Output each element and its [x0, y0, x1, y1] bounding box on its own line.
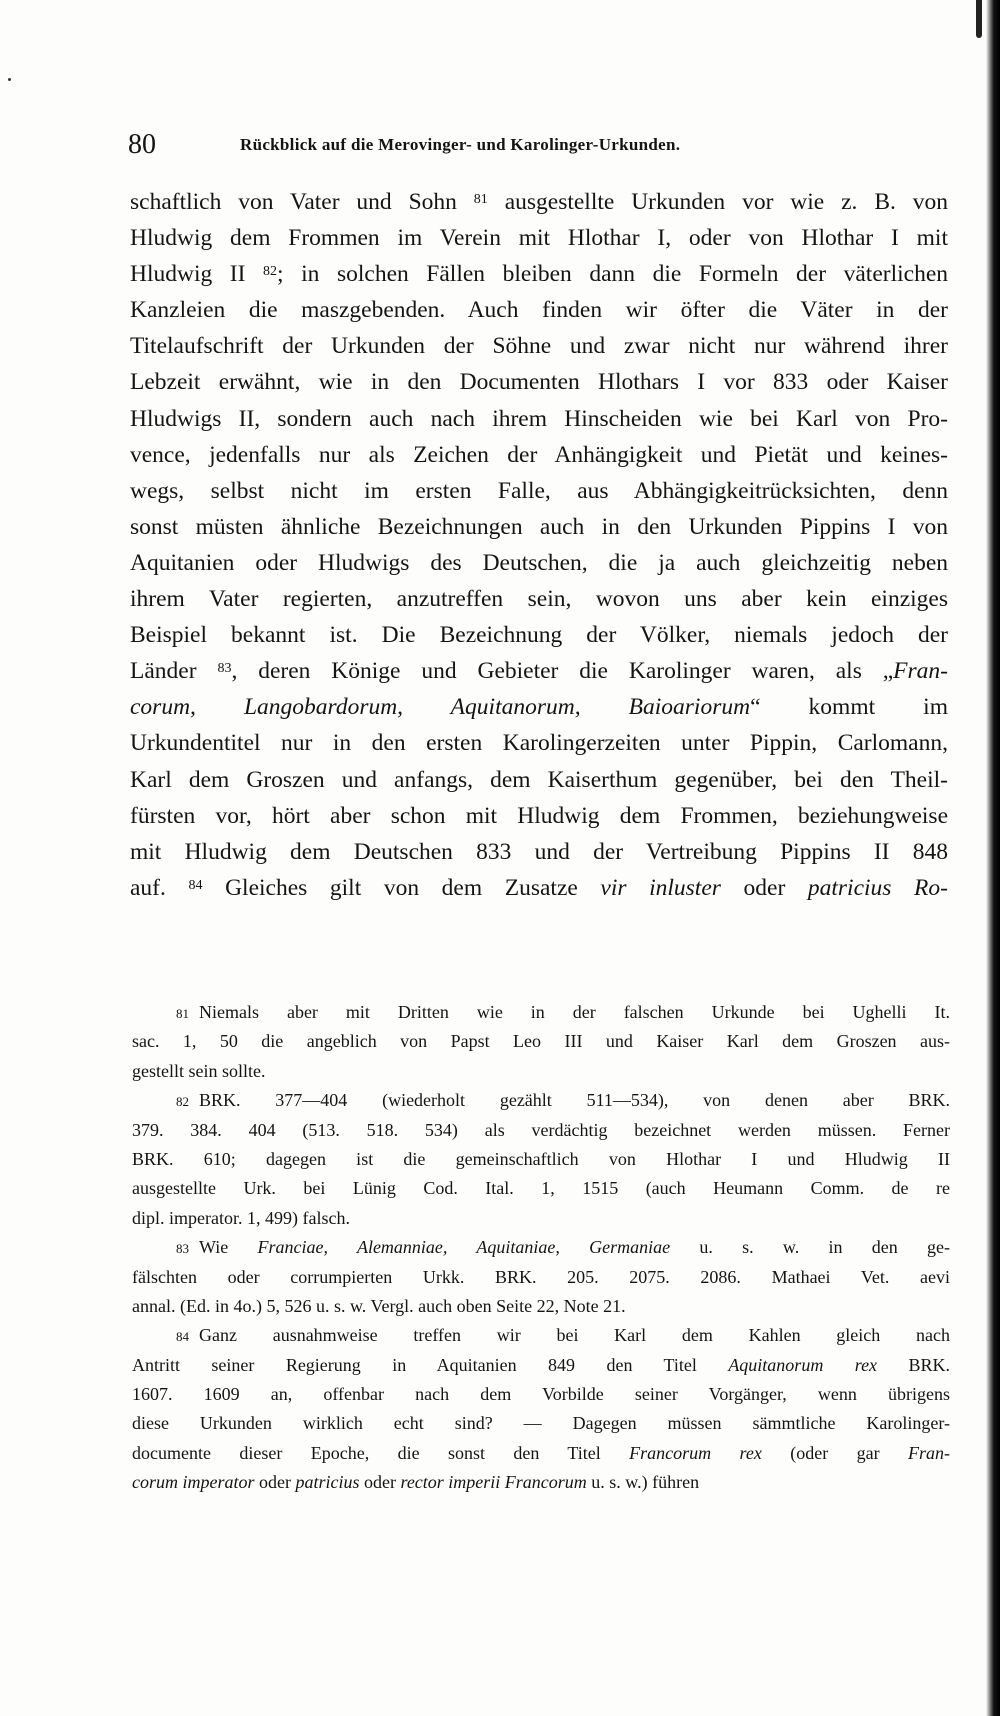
text-line — [130, 834, 948, 870]
text-line — [130, 401, 948, 437]
footnote-83 — [132, 1233, 950, 1321]
text-run: u. s. w.) führen — [586, 1472, 700, 1493]
footnote-line — [132, 1380, 950, 1409]
footnote-82 — [132, 1086, 950, 1233]
footnote-line — [132, 1321, 950, 1350]
text-run: “ kommt im — [750, 694, 948, 721]
text-line — [130, 653, 948, 689]
footnote-line — [132, 1468, 950, 1497]
text-run: Aquitanien oder Hludwigs des Deutschen, die ja auch gleichzeitig neben — [130, 549, 948, 576]
text-line — [130, 581, 948, 617]
footnote-reference: 83 — [217, 661, 232, 677]
text-line — [130, 725, 948, 761]
text-line — [130, 473, 948, 509]
footnote-line — [132, 1292, 950, 1321]
text-line — [130, 545, 948, 581]
italic-text: Fran- — [907, 1442, 950, 1463]
italic-text: patricius Ro- — [807, 874, 948, 901]
text-run: documente dieser Epoche, die sonst den Titel — [132, 1442, 630, 1463]
text-line — [130, 798, 948, 834]
footnote-reference: 81 — [473, 192, 488, 207]
footnote-marker: 82 — [176, 1094, 189, 1110]
footnote-line — [132, 998, 950, 1027]
text-line — [130, 328, 948, 364]
text-line — [130, 437, 948, 473]
text-run: Kanzleien die maszgebenden. Auch finden wir öfter die Väter in der — [130, 297, 948, 324]
italic-text: Aquitanorum rex — [728, 1354, 878, 1375]
text-run: ; in solchen Fällen bleiben dann die Formeln der väterlichen — [277, 261, 948, 288]
italic-text: Franciae, Alemanniae, Aquitaniae, Germaniae — [257, 1237, 671, 1258]
footnote-line — [132, 1057, 950, 1086]
text-run: Niemals aber mit Dritten wie in der falschen Urkunde bei Ughelli It. — [199, 1002, 950, 1022]
text-run: Antritt seiner Regierung in Aquitanien 849 den Titel — [132, 1354, 729, 1375]
italic-text: rector imperii Francorum — [400, 1472, 587, 1493]
footnote-reference: 82 — [263, 264, 278, 280]
text-line — [130, 509, 948, 545]
footnote-marker: 81 — [176, 1006, 189, 1021]
text-run: Lebzeit erwähnt, wie in den Documenten Hlothars I vor 833 oder Kaiser — [130, 369, 948, 396]
text-run: Wie — [199, 1237, 258, 1258]
text-run: 1607. 1609 an, offenbar nach dem Vorbilde seiner Vorgänger, wenn übrigens — [132, 1384, 950, 1405]
page-header — [128, 128, 928, 162]
footnote-line — [132, 1174, 950, 1203]
running-title: Rückblick auf die Merovinger- und Karolinger-Urkunden. — [240, 135, 681, 154]
text-run: ihrem Vater regierten, anzutreffen sein, wovon uns aber kein einziges — [130, 586, 948, 613]
footnote-marker: 83 — [176, 1241, 189, 1257]
footnote-line — [132, 1027, 950, 1056]
text-run: mit Hludwig dem Deutschen 833 und der Vertreibung Pippins II 848 — [130, 838, 948, 865]
text-run: auf. — [130, 874, 189, 901]
footnote-marker: 84 — [176, 1329, 189, 1345]
footnote-line — [132, 1204, 950, 1233]
text-run: Ganz ausnahmweise treffen wir bei Karl dem Kahlen gleich nach — [199, 1325, 950, 1346]
text-line — [130, 256, 948, 292]
main-text — [130, 184, 948, 906]
footnotes — [132, 998, 950, 1498]
page-number: 80 — [128, 129, 156, 160]
text-run: sonst müsten ähnliche Bezeichnungen auch in den Urkunden Pippins I von — [130, 513, 948, 540]
footnote-reference: 84 — [188, 877, 203, 893]
text-run: annal. (Ed. in 4o.) 5, 526 u. s. w. Vergl. auch oben Seite 22, Note 21. — [132, 1295, 626, 1316]
footnote-line — [132, 1351, 950, 1380]
text-run: fürsten vor, hört aber schon mit Hludwig dem Frommen, beziehungweise — [130, 802, 948, 829]
text-run: Hludwig II — [130, 261, 264, 288]
footnote-line — [132, 1409, 950, 1438]
text-run: BRK. — [877, 1354, 950, 1375]
italic-text: Francorum rex — [629, 1442, 762, 1463]
text-run: 379. 384. 404 (513. 518. 534) als verdächtig bezeichnet werden müssen. Ferner — [132, 1119, 950, 1140]
text-run: diese Urkunden wirklich echt sind? — Dagegen müssen sämmtliche Karolinger- — [132, 1413, 950, 1434]
text-line — [130, 870, 948, 906]
text-run: Hludwig dem Frommen im Verein mit Hlothar I, oder von Hlothar I mit — [130, 225, 948, 252]
text-run: ausgestellte Urk. bei Lünig Cod. Ital. 1, 1515 (auch Heumann Comm. de re — [132, 1178, 950, 1199]
italic-text: corum imperator — [132, 1472, 255, 1493]
text-run: Karl dem Groszen und anfangs, dem Kaiserthum gegenüber, bei den Theil- — [130, 766, 948, 793]
text-run: u. s. w. in den ge- — [670, 1237, 951, 1258]
text-run: BRK. 610; dagegen ist die gemeinschaftlich von Hlothar I und Hludwig II — [132, 1148, 950, 1169]
page-edge-mark — [976, 0, 982, 38]
text-line — [130, 364, 948, 400]
text-line — [130, 617, 948, 653]
text-run: gestellt sein sollte. — [132, 1060, 266, 1081]
text-run: vence, jedenfalls nur als Zeichen der Anhängigkeit und Pietät und keines- — [130, 441, 948, 468]
text-run: schaftlich von Vater und Sohn — [130, 189, 474, 215]
text-run: Länder — [130, 658, 218, 685]
text-run: oder — [254, 1472, 296, 1493]
text-run: Urkundentitel nur in den ersten Karolingerzeiten unter Pippin, Carlomann, — [130, 730, 948, 757]
text-run: Beispiel bekannt ist. Die Bezeichnung der Völker, niemals jedoch der — [130, 622, 948, 649]
text-line — [130, 689, 948, 725]
text-line — [130, 220, 948, 256]
footnote-line — [132, 1233, 950, 1262]
text-line — [130, 762, 948, 798]
italic-text: vir inluster — [600, 874, 721, 901]
footnote-line — [132, 1116, 950, 1145]
footnote-line — [132, 1145, 950, 1174]
text-run: fälschten oder corrumpierten Urkk. BRK. 205. 2075. 2086. Mathaei Vet. aevi — [132, 1266, 950, 1287]
footnote-line — [132, 1263, 950, 1292]
page-edge-shadow — [986, 0, 1000, 1716]
text-line — [130, 184, 948, 220]
text-run: ausgestellte Urkunden vor wie z. B. von — [487, 189, 949, 215]
text-line — [130, 292, 948, 328]
footnote-84 — [132, 1321, 950, 1497]
text-run: Gleiches gilt von dem Zusatze — [202, 874, 601, 901]
paper-speck — [8, 78, 11, 81]
text-run: oder — [720, 874, 808, 901]
italic-text: Fran- — [893, 658, 948, 685]
text-run: oder — [359, 1472, 401, 1493]
text-run: , deren Könige und Gebieter die Karolinger waren, als „ — [231, 658, 894, 685]
italic-text: corum, Langobardorum, Aquitanorum, Baioariorum — [130, 694, 751, 721]
text-run: BRK. 377—404 (wiederholt gezählt 511—534), von denen aber BRK. — [199, 1090, 950, 1111]
text-run: Hludwigs II, sondern auch nach ihrem Hinscheiden wie bei Karl von Pro- — [130, 405, 948, 432]
text-run: dipl. imperator. 1, 499) falsch. — [132, 1207, 350, 1228]
text-run: Titelaufschrift der Urkunden der Söhne und zwar nicht nur während ihrer — [130, 333, 948, 360]
text-run: (oder gar — [761, 1442, 908, 1463]
text-run: wegs, selbst nicht im ersten Falle, aus Abhängigkeitrücksichten, denn — [130, 477, 948, 504]
footnote-line — [132, 1439, 950, 1468]
footnote-line — [132, 1086, 950, 1115]
text-run: sac. 1, 50 die angeblich von Papst Leo III und Kaiser Karl dem Groszen aus- — [132, 1031, 950, 1052]
footnote-81 — [132, 998, 950, 1086]
italic-text: patricius — [295, 1472, 360, 1493]
